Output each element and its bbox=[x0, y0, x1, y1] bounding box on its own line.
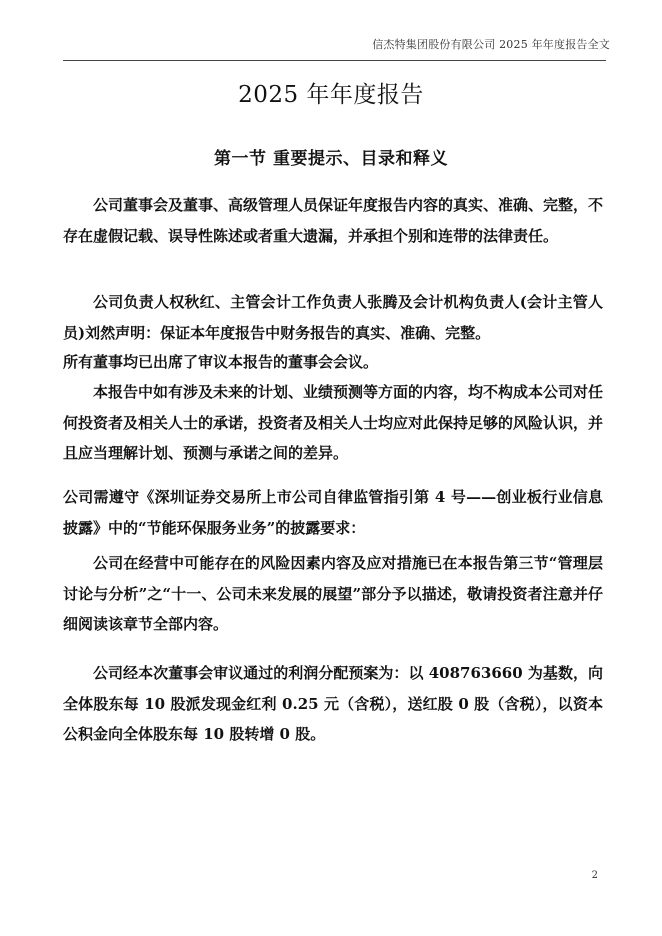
paragraph-director-attendance: 所有董事均已出席了审议本报告的董事会会议。 bbox=[63, 353, 379, 371]
header-divider bbox=[63, 60, 606, 61]
paragraph-profit-distribution: 公司经本次董事会审议通过的利润分配预案为：以 408763660 为基数，向全体股东每 10 股派发现金红利 0.25 元（含税），送红股 0 股（含税），以资本公积金向全体股东每 10 股转增 0 股。 bbox=[63, 664, 603, 743]
paragraph-disclosure-requirements: 公司需遵守《深圳证券交易所上市公司自律监管指引第 4 号——创业板行业信息披露》中的“节能环保服务业务”的披露要求： bbox=[63, 488, 603, 537]
report-title: 2025 年年度报告 bbox=[238, 82, 424, 108]
paragraph-forward-looking: 本报告中如有涉及未来的计划、业绩预测等方面的内容，均不构成本公司对任何投资者及相关人士的承诺，投资者及相关人士均应对此保持足够的风险认识，并且应当理解计划、预测与承诺之间的差异。 bbox=[63, 383, 604, 462]
running-header: 信杰特集团股份有限公司 2025 年年度报告全文 bbox=[372, 38, 610, 51]
page-number: 2 bbox=[591, 870, 598, 881]
paragraph-risk-factors: 公司在经营中可能存在的风险因素内容及应对措施已在本报告第三节“管理层讨论与分析”之“十一、公司未来发展的展望”部分予以描述，敬请投资者注意并仔细阅读该章节全部内容。 bbox=[63, 554, 603, 633]
paragraph-board-guarantee: 公司董事会及董事、高级管理人员保证年度报告内容的真实、准确、完整，不存在虚假记载、误导性陈述或者重大遗漏，并承担个别和连带的法律责任。 bbox=[63, 196, 604, 245]
section-title: 第一节 重要提示、目录和释义 bbox=[214, 149, 448, 169]
paragraph-responsible-persons: 公司负责人权秋红、主管会计工作负责人张腾及会计机构负责人(会计主管人员)刘然声明：保证本年度报告中财务报告的真实、准确、完整。 bbox=[63, 293, 603, 342]
